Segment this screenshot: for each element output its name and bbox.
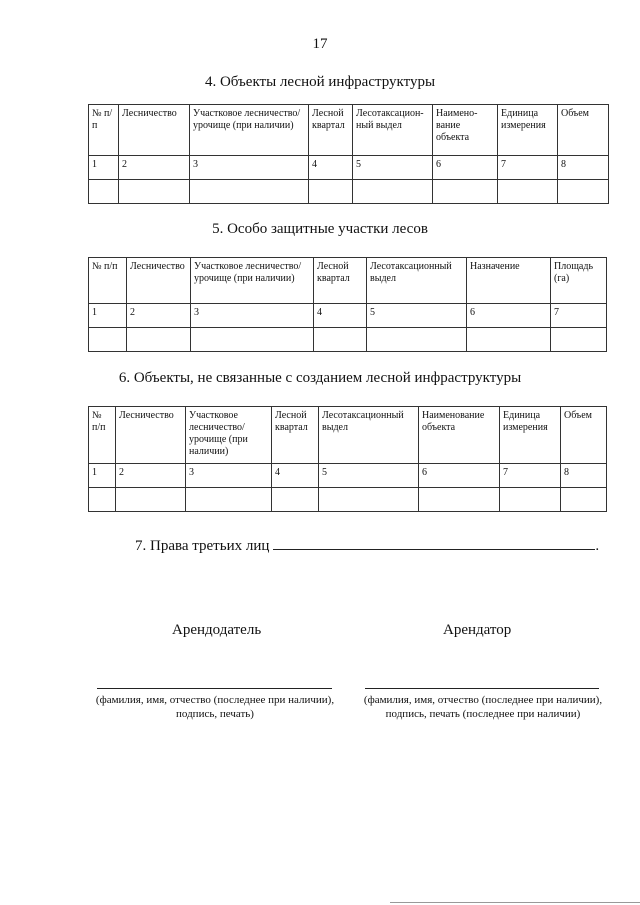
number-cell: 1 [89, 464, 116, 488]
empty-cell [319, 488, 419, 512]
third-party-rights [135, 535, 599, 555]
empty-cell [498, 180, 558, 204]
header-cell: Лесной квартал [314, 258, 367, 304]
empty-cell [190, 180, 309, 204]
third-party-rights-label: 7. Права третьих лиц [135, 538, 270, 554]
header-cell: Назначение [467, 258, 551, 304]
number-cell: 1 [89, 156, 119, 180]
header-cell: Площадь (га) [551, 258, 607, 304]
number-cell: 4 [309, 156, 353, 180]
header-cell: № п/п [89, 105, 119, 156]
empty-cell [500, 488, 561, 512]
header-cell: Единица измерения [498, 105, 558, 156]
lessor-caption-line-2: подпись, печать) [176, 708, 254, 720]
number-cell: 6 [467, 304, 551, 328]
empty-data-row [89, 488, 607, 512]
number-cell: 6 [419, 464, 500, 488]
number-cell: 5 [353, 156, 433, 180]
empty-cell [127, 328, 191, 352]
section-title-5: 5. Особо защитные участки лесов [212, 221, 428, 237]
header-cell: Наимено-вание объекта [433, 105, 498, 156]
empty-cell [89, 328, 127, 352]
empty-cell [89, 488, 116, 512]
column-number-row [89, 304, 607, 328]
header-cell: Лесничество [119, 105, 190, 156]
header-cell: Лесотаксационный выдел [319, 407, 419, 464]
empty-cell [367, 328, 467, 352]
lessor-signature-caption [90, 693, 340, 721]
empty-cell [433, 180, 498, 204]
header-cell: Лесничество [127, 258, 191, 304]
empty-cell [353, 180, 433, 204]
header-cell: Участковое лесничество/урочище (при наличии) [190, 105, 309, 156]
lessee-caption-line-2: подпись, печать (последнее при наличии) [385, 708, 581, 720]
empty-cell [467, 328, 551, 352]
table-header-row [89, 258, 607, 304]
empty-data-row [89, 180, 609, 204]
page-number: 17 [312, 36, 328, 52]
table-header-row [89, 407, 607, 464]
header-cell: Лесничество [116, 407, 186, 464]
header-cell: Лесной квартал [272, 407, 319, 464]
header-cell: Единица измерения [500, 407, 561, 464]
empty-cell [119, 180, 190, 204]
empty-cell [186, 488, 272, 512]
empty-cell [419, 488, 500, 512]
table-forest-infrastructure [88, 104, 609, 204]
number-cell: 3 [190, 156, 309, 180]
header-cell: Участковое лесничество/ урочище (при наличии) [186, 407, 272, 464]
number-cell: 6 [433, 156, 498, 180]
empty-cell [309, 180, 353, 204]
third-party-rights-end: . [595, 538, 600, 554]
header-cell: Лесотаксацион-ный выдел [353, 105, 433, 156]
number-cell: 8 [561, 464, 607, 488]
column-number-row [89, 464, 607, 488]
third-party-rights-fill-line [273, 535, 595, 550]
empty-cell [89, 180, 119, 204]
table-protected-areas [88, 257, 607, 352]
empty-cell [561, 488, 607, 512]
lessor-signature-line [97, 688, 332, 689]
empty-cell [558, 180, 609, 204]
number-cell: 5 [319, 464, 419, 488]
lessor-title: Арендодатель [172, 622, 262, 638]
empty-cell [272, 488, 319, 512]
header-cell: Лесной квартал [309, 105, 353, 156]
header-cell: Наименование объекта [419, 407, 500, 464]
table-header-row [89, 105, 609, 156]
header-cell: № п/п [89, 407, 116, 464]
number-cell: 5 [367, 304, 467, 328]
empty-cell [191, 328, 314, 352]
number-cell: 8 [558, 156, 609, 180]
empty-cell [116, 488, 186, 512]
lessor-caption-line-1: (фамилия, имя, отчество (последнее при наличии), [95, 694, 335, 706]
header-cell: Лесотаксационный выдел [367, 258, 467, 304]
number-cell: 2 [119, 156, 190, 180]
number-cell: 4 [272, 464, 319, 488]
header-cell: Объем [561, 407, 607, 464]
number-cell: 7 [551, 304, 607, 328]
section-title-4: 4. Объекты лесной инфраструктуры [204, 74, 436, 90]
number-cell: 4 [314, 304, 367, 328]
header-cell: Объем [558, 105, 609, 156]
empty-data-row [89, 328, 607, 352]
lessee-caption-line-1: (фамилия, имя, отчество (последнее при наличии), [363, 694, 603, 706]
section-title-6: 6. Объекты, не связанные с созданием лесной инфраструктуры [118, 370, 522, 386]
empty-cell [314, 328, 367, 352]
number-cell: 2 [127, 304, 191, 328]
lessee-title: Арендатор [443, 622, 512, 638]
empty-cell [551, 328, 607, 352]
page-edge-line [390, 902, 640, 903]
column-number-row [89, 156, 609, 180]
number-cell: 7 [500, 464, 561, 488]
lessee-signature-line [365, 688, 599, 689]
number-cell: 7 [498, 156, 558, 180]
number-cell: 3 [186, 464, 272, 488]
lessee-signature-caption [358, 693, 608, 721]
header-cell: Участковое лесничество/урочище (при наличии) [191, 258, 314, 304]
table-non-infrastructure-objects [88, 406, 607, 512]
number-cell: 3 [191, 304, 314, 328]
header-cell: № п/п [89, 258, 127, 304]
number-cell: 1 [89, 304, 127, 328]
number-cell: 2 [116, 464, 186, 488]
